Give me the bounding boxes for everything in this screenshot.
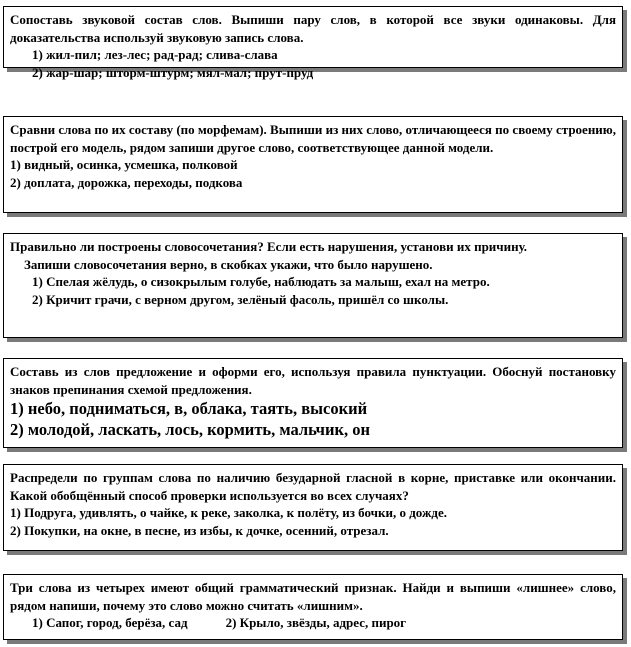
task-text: Сравни слова по их составу (по морфемам). Выпиши из них слово, отличающееся по своему строению, построй его модель, рядом запиши другое слово, соответствующее данной модели.: [10, 122, 616, 155]
task-option: 2) молодой, ласкать, лось, кормить, мальчик, он: [10, 420, 370, 439]
task-note: Запиши словосочетания верно, в скобках укажи, что было нарушено.: [24, 256, 433, 272]
task-option: 1) видный, осинка, усмешка, полковой: [10, 157, 238, 172]
task-options-row: [10, 614, 616, 632]
task-card-1: [3, 6, 623, 80]
task-text: Составь из слов предложение и оформи его, используя правила пунктуации. Обоснуй постановку знаков препинания схемой предложения.: [10, 364, 616, 397]
task-text: Правильно ли построены словосочетания? Если есть нарушения, установи их причину.: [10, 239, 528, 254]
task-option: 2) Крыло, звёзды, адрес, пирог: [225, 615, 407, 630]
task-text: Три слова из четырех имеют общий грамматический признак. Найди и выпиши «лишнее» слово, рядом напиши, почему это слово можно считать «лишним».: [10, 580, 616, 613]
task-text: Распредели по группам слова по наличию безударной гласной в корне, приставке или окончании. Какой обобщённый способ проверки используется во всех случаях?: [10, 470, 616, 503]
task-option: 1) Спелая жёлудь, о сизокрылым голубе, наблюдать за малыш, ехал на метро.: [32, 274, 490, 289]
task-option: 1) Сапог, город, берёза, сад: [32, 615, 188, 630]
task-option: 2) доплата, дорожка, переходы, подкова: [10, 174, 243, 190]
task-option: 2) Кричит грачи, с верном другом, зелёный фасоль, пришёл со школы.: [32, 291, 449, 307]
task-option: 1) небо, подниматься, в, облака, таять, высокий: [10, 399, 368, 418]
task-option: 2) Покупки, на окне, в песне, из избы, к дочке, осенний, отрезал.: [10, 522, 389, 538]
task-card-2: [3, 116, 623, 213]
task-option: 2) жар-шар; шторм-штурм; мял-мал; прут-пруд: [32, 64, 314, 80]
task-text: Сопоставь звуковой состав слов. Выпиши пару слов, в которой все звуки одинаковы. Для доказательства используй звуковую запись слова.: [10, 12, 616, 45]
task-card-3: [3, 233, 623, 338]
task-option: 1) Подруга, удивлять, о чайке, к реке, заколка, к полёту, из бочки, о дожде.: [10, 505, 448, 520]
task-option: 1) жил-пил; лез-лес; рад-рад; слива-слава: [32, 47, 278, 62]
task-card-5: [3, 464, 623, 551]
task-card-4: [3, 358, 623, 448]
task-card-6: [3, 574, 623, 640]
